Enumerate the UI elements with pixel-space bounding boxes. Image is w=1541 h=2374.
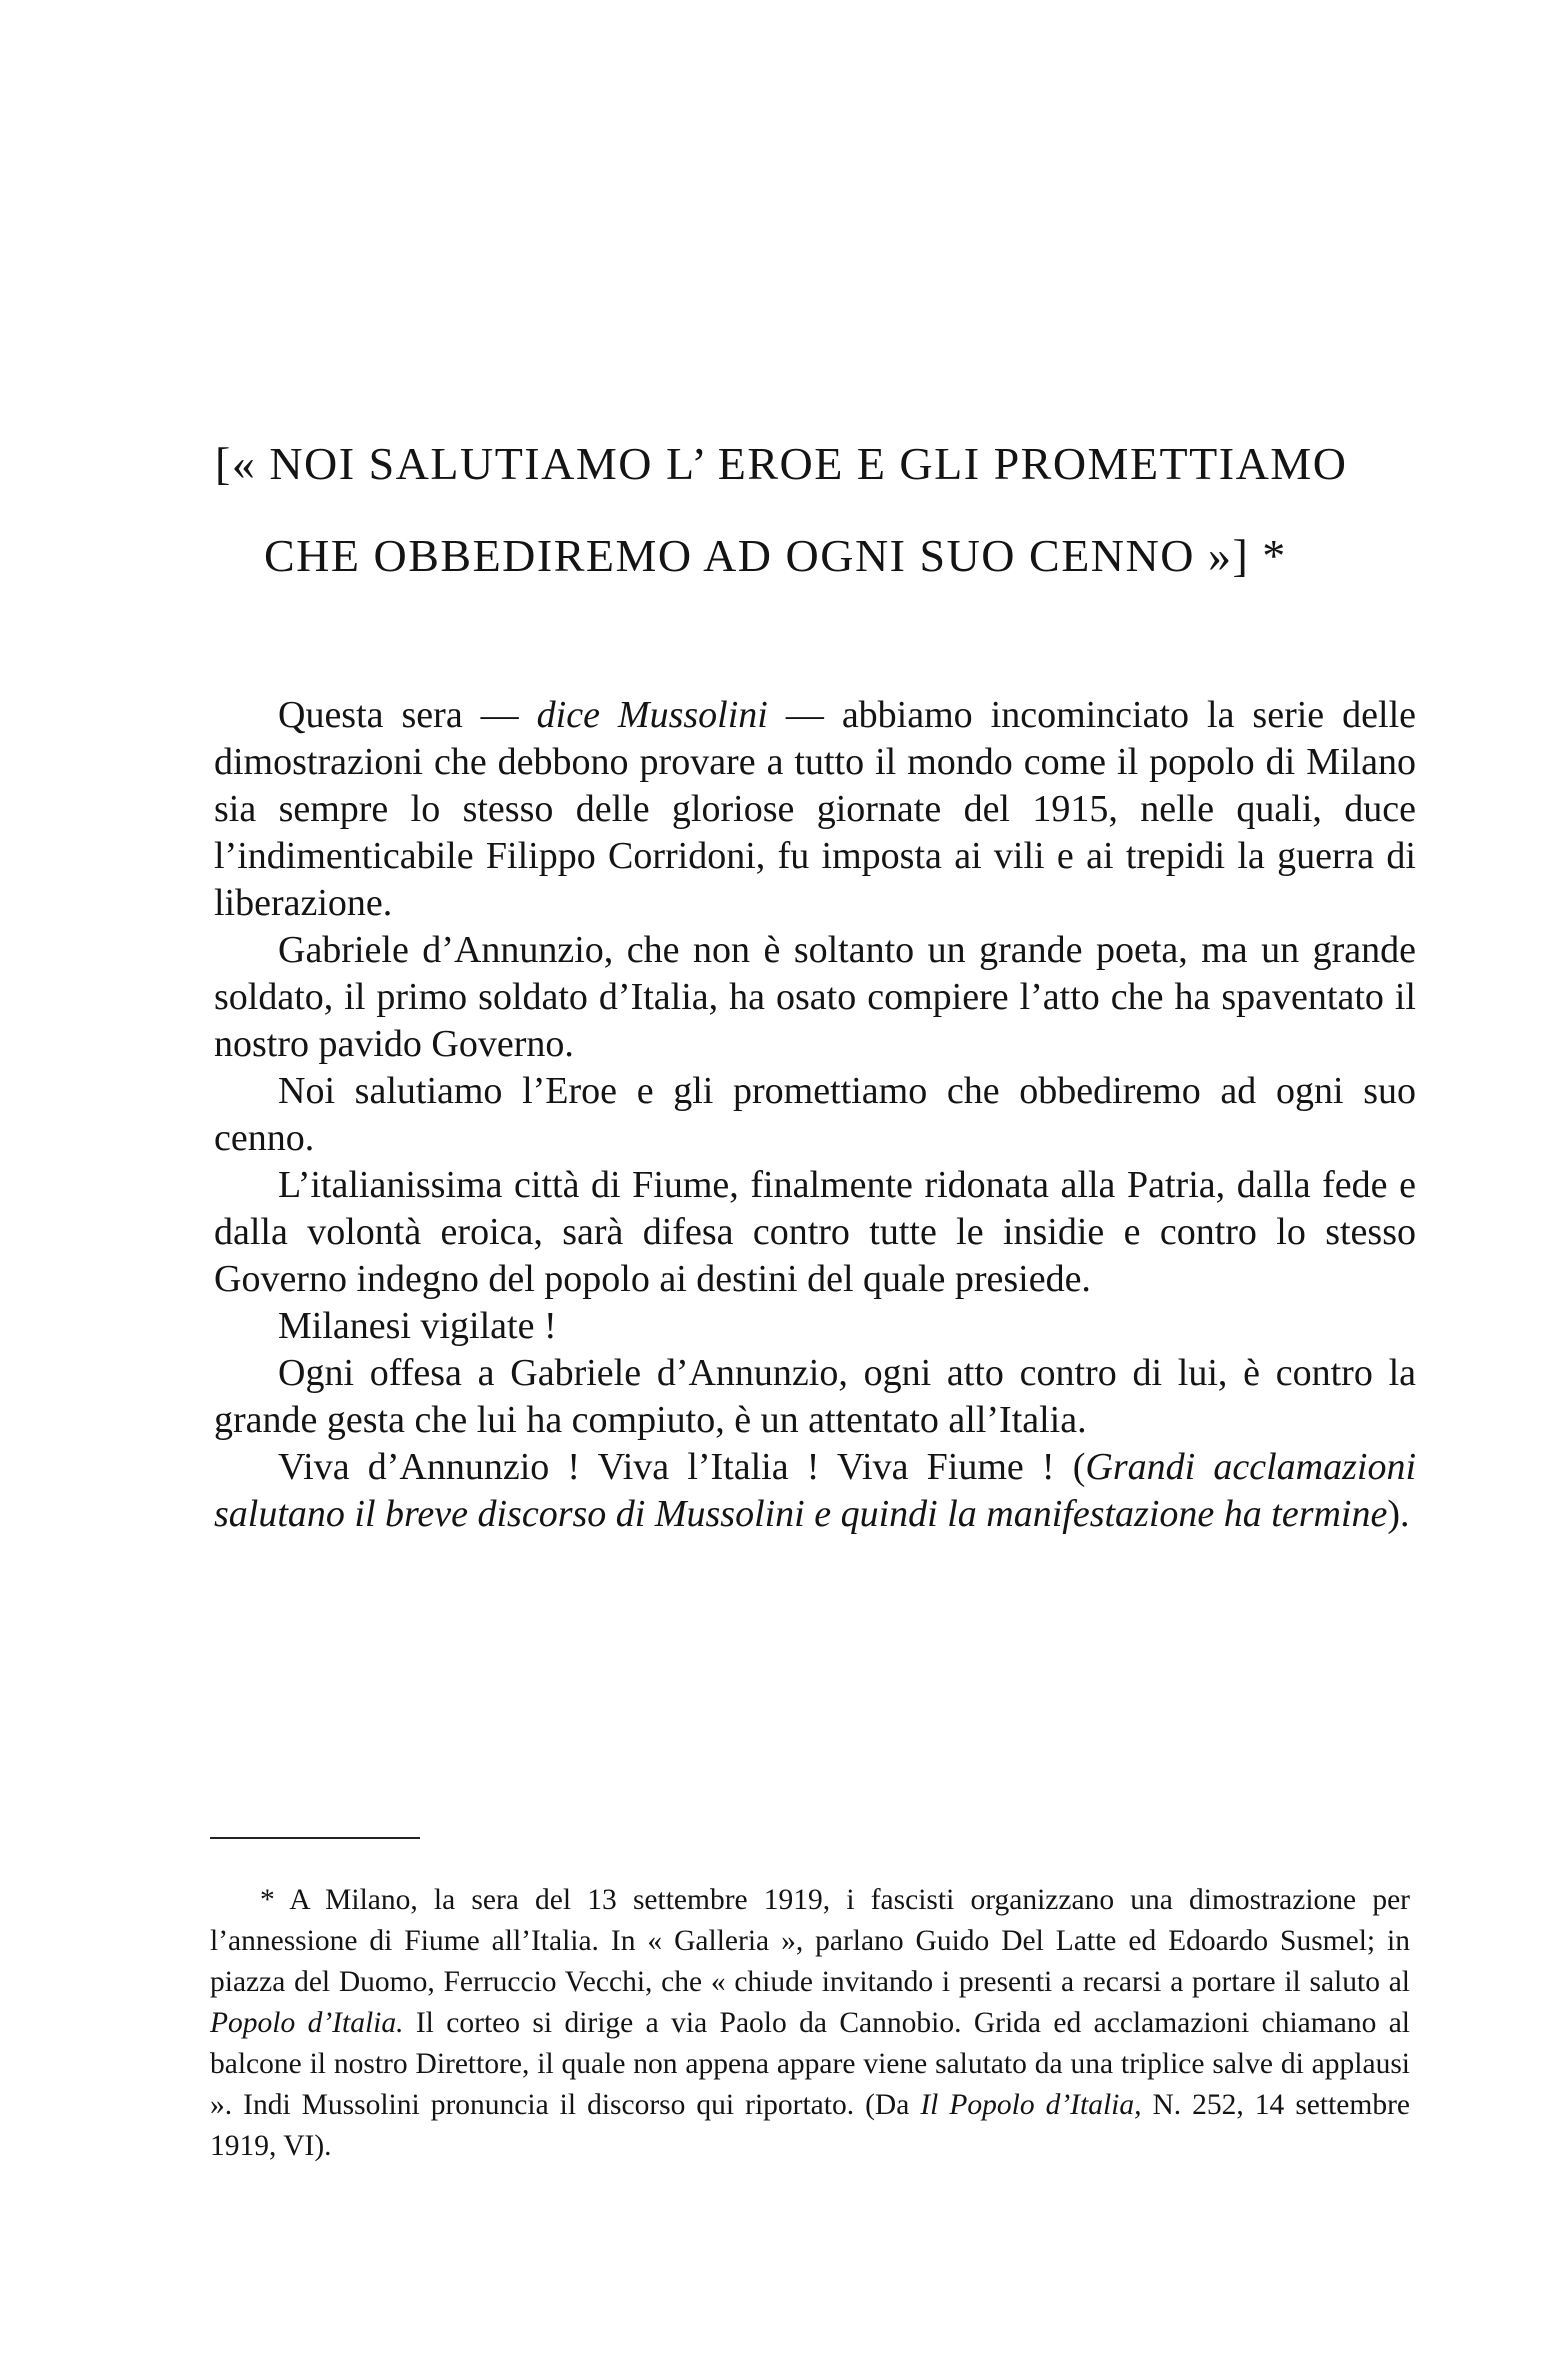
speech-text [214, 692, 1416, 1538]
document-title [200, 418, 1440, 602]
footnote-part-c: N. 252, 14 settembre 1919, VI). [210, 2089, 1410, 2162]
title-line-1: [« NOI SALUTIAMO L’ EROE E GLI PROMETTIAMO [215, 438, 1348, 489]
paragraph-7-start: Viva d’Annunzio ! Viva l’Italia ! Viva Fiume ! ( [278, 1446, 1086, 1488]
paragraph-1-start: Questa sera — [278, 694, 537, 736]
paragraph-7-italic: Grandi acclamazioni salutano il breve discorso di Mussolini e quindi la manifestazione ha termine [214, 1446, 1416, 1535]
paragraph-1 [214, 692, 1416, 927]
paragraph-7-end: ). [1387, 1493, 1410, 1535]
paragraph-7 [214, 1444, 1416, 1538]
paragraph-1-italic: dice Mussolini [536, 694, 768, 736]
paragraph-2: Gabriele d’Annunzio, che non è soltanto un grande poeta, ma un grande soldato, il primo soldato d’Italia, ha osato compiere l’atto che ha spaventato il nostro pavido Governo. [214, 929, 1416, 1065]
footnote-italic-2: Il Popolo d’Italia, [920, 2089, 1142, 2121]
paragraph-4: L’italianissima città di Fiume, finalmente ridonata alla Patria, dalla fede e dalla volontà eroica, sarà difesa contro tutte le insidie e contro lo stesso Governo indegno del popolo ai destini del quale presiede. [214, 1164, 1416, 1300]
paragraph-5: Milanesi vigilate ! [278, 1305, 557, 1347]
footnote-italic-1: Popolo d’Italia. [210, 2007, 404, 2039]
footnote-paragraph [210, 1880, 1410, 2167]
paragraph-6: Ogni offesa a Gabriele d’Annunzio, ogni atto contro di lui, è contro la grande gesta che lui ha compiuto, è un attentato all’Italia. [214, 1352, 1416, 1441]
footnote-part-b: Il corteo si dirige a via Paolo da Cannobio. Grida ed acclamazioni chiamano al balcone il nostro Direttore, il quale non appena appare viene salutato da una triplice salve di applausi ». Indi Mussolini pronuncia il discorso qui riportato. (Da [210, 2007, 1410, 2121]
footnote-part-a: * A Milano, la sera del 13 settembre 1919, i fascisti organizzano una dimostrazione per l’annessione di Fiume all’Italia. In « Galleria », parlano Guido Del Latte ed Edoardo Susmel; in piazza del Duomo, Ferruccio Vecchi, che « chiude invitando i presenti a recarsi a portare il saluto al [210, 1884, 1410, 1998]
footnote [210, 1880, 1410, 2167]
paragraph-1-end: — abbiamo incominciato la serie delle dimostrazioni che debbono provare a tutto il mondo come il popolo di Milano sia sempre lo stesso delle gloriose giornate del 1915, nelle quali, duce l’indimenticabile Filippo Corridoni, fu imposta ai vili e ai trepidi la guerra di liberazione. [214, 694, 1416, 924]
paragraph-3: Noi salutiamo l’Eroe e gli promettiamo che obbediremo ad ogni suo cenno. [214, 1070, 1416, 1159]
title-line-2: CHE OBBEDIREMO AD OGNI SUO CENNO »] * [264, 530, 1287, 581]
footnote-separator [210, 1837, 420, 1839]
